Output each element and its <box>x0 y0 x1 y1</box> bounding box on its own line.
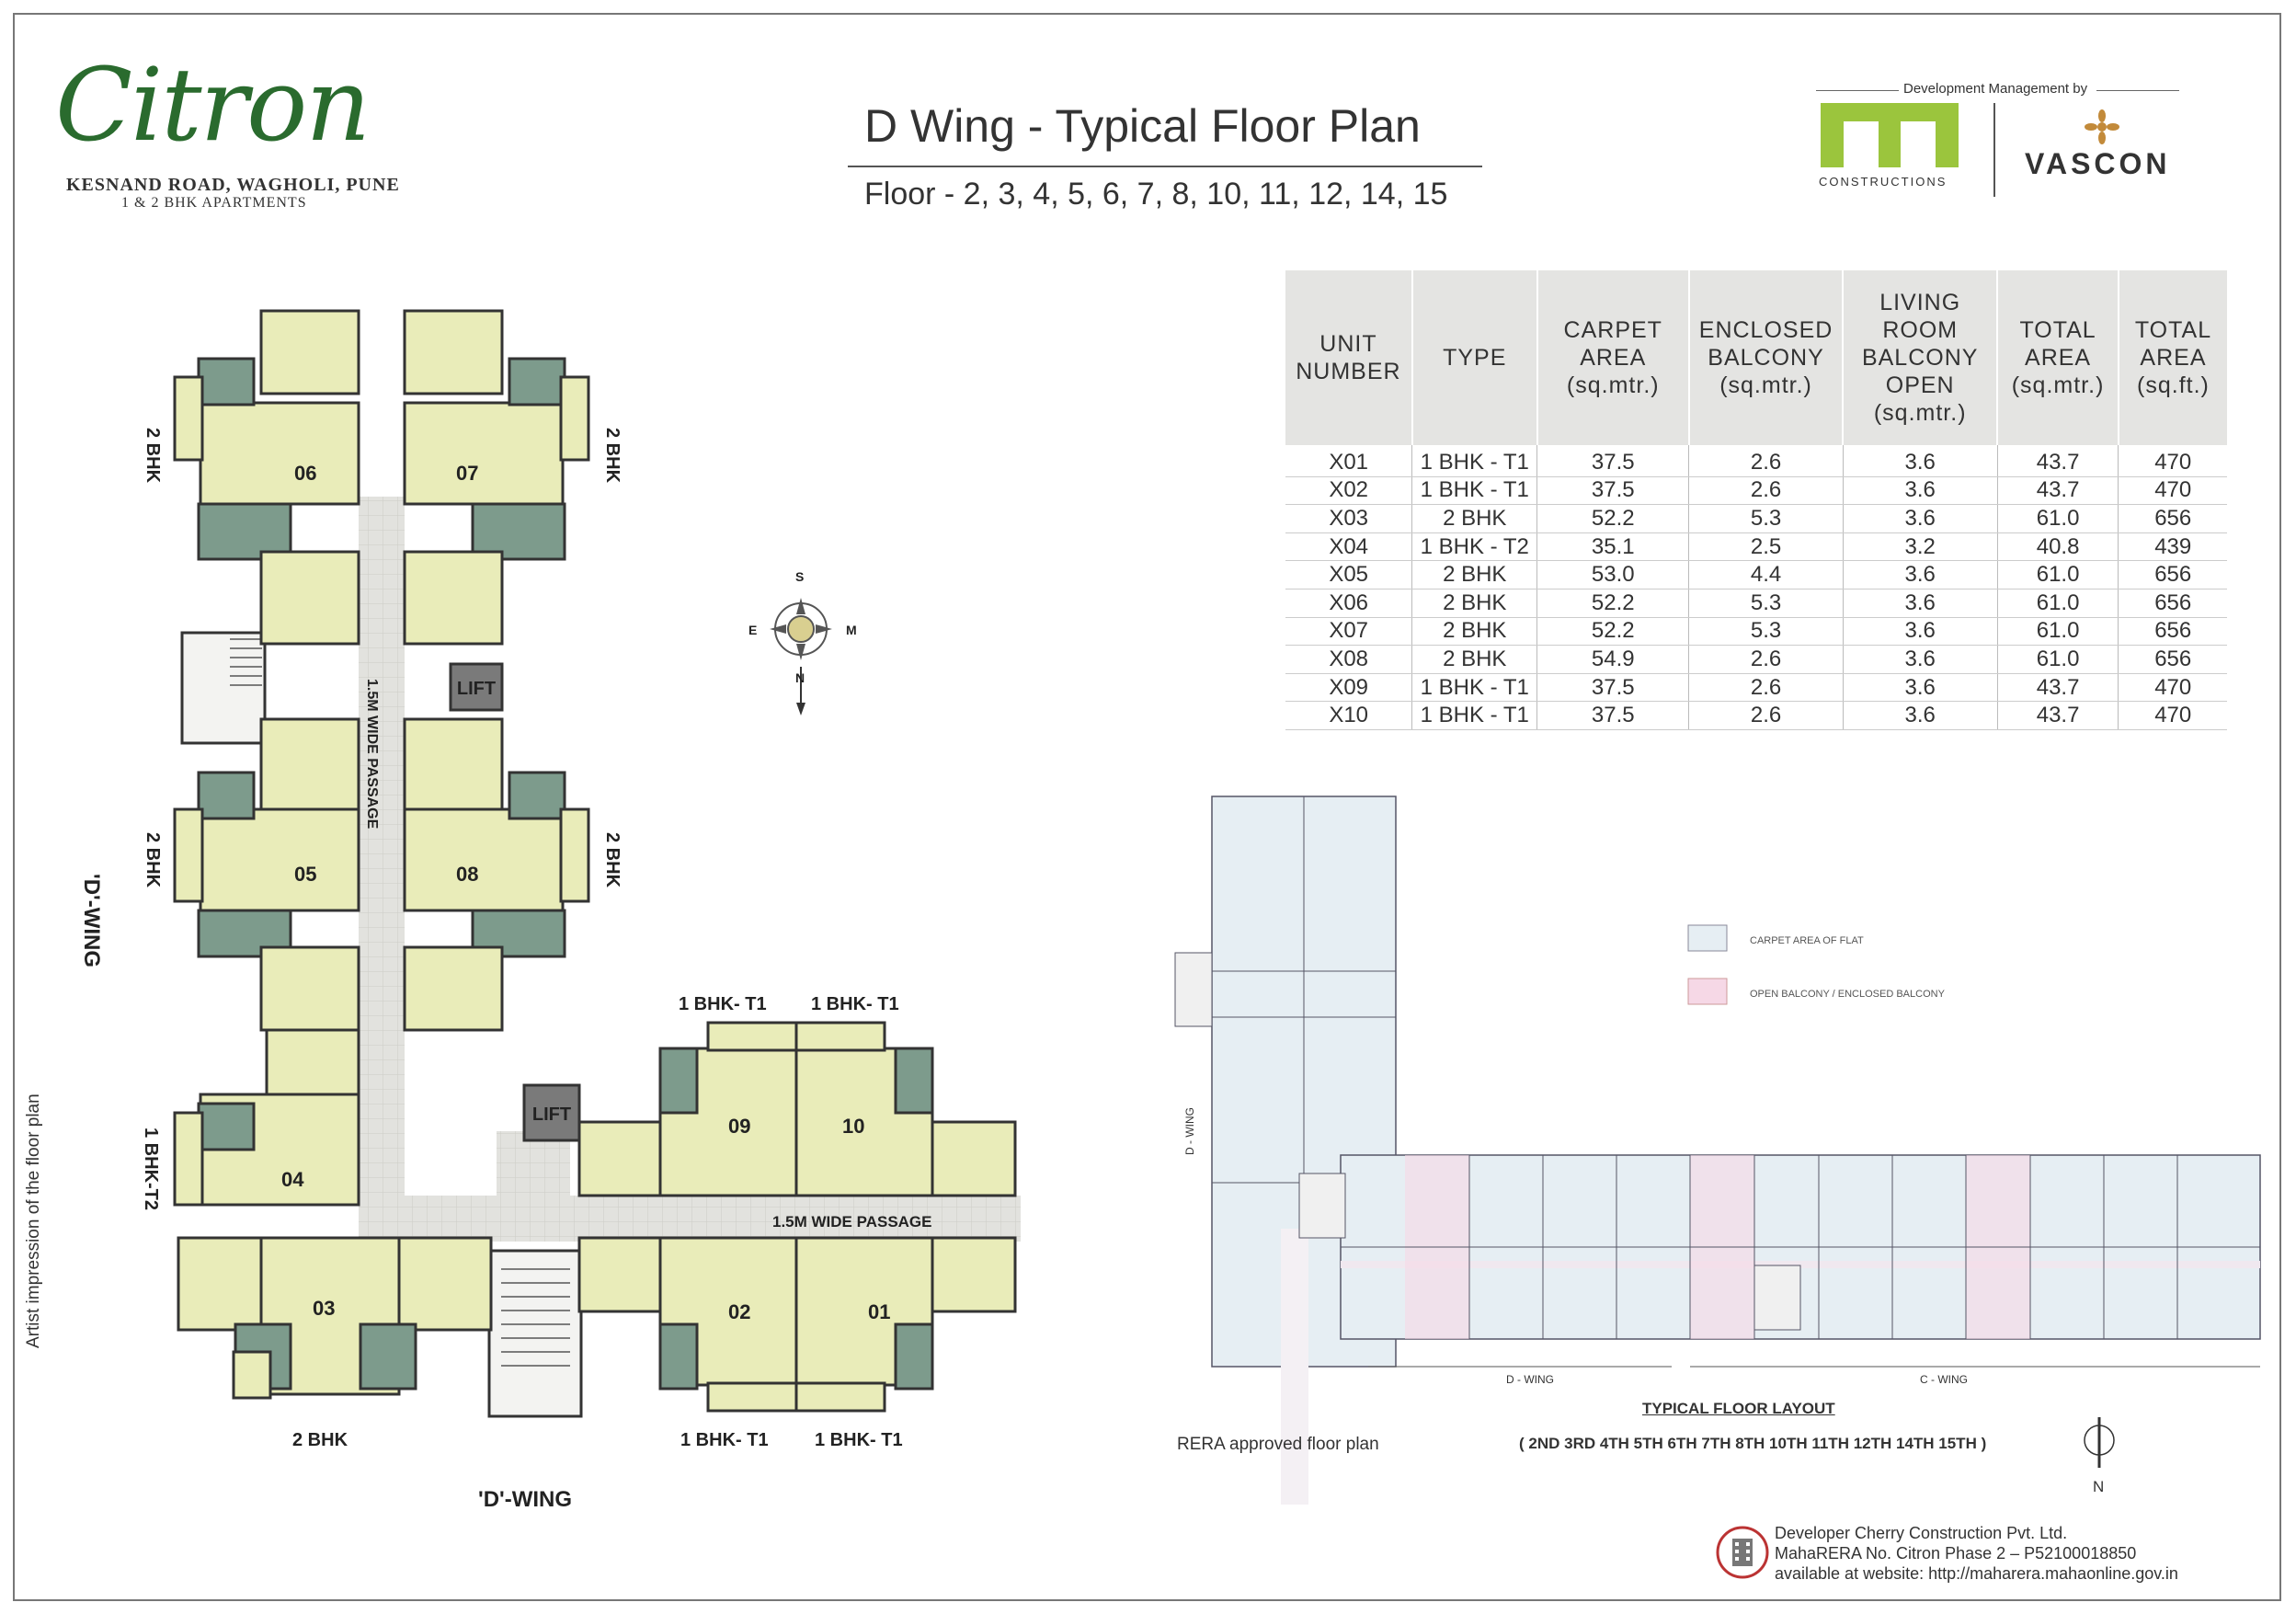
table-cell: 40.8 <box>1997 532 2119 561</box>
table-header-line: (sq.mtr.) <box>2011 372 2105 398</box>
table-header-line: ROOM <box>1882 317 1959 343</box>
type-label-10: 1 BHK- T1 <box>811 994 899 1014</box>
table-cell: 2.6 <box>1689 673 1843 702</box>
dev-mgmt-label: Development Management by <box>1903 81 2088 97</box>
table-header-line: (sq.mtr.) <box>1719 372 1812 398</box>
table-header-line: (sq.mtr.) <box>1873 400 1967 426</box>
footer-website: available at website: http://maharera.mahaonline.gov.in <box>1775 1564 2178 1583</box>
table-cell: 43.7 <box>1997 476 2119 505</box>
table-cell: 1 BHK - T1 <box>1412 445 1537 476</box>
table-header-line: CARPET <box>1563 317 1662 343</box>
type-label-05: 2 BHK <box>143 832 163 888</box>
wing-label-bottom: 'D'-WING <box>478 1487 573 1512</box>
compass-s: S <box>795 569 805 584</box>
table-cell: X08 <box>1285 646 1412 674</box>
table-cell: 37.5 <box>1537 445 1689 476</box>
table-cell: 3.6 <box>1843 561 1997 590</box>
unit-number-03: 03 <box>313 1297 336 1320</box>
compass-e: E <box>748 623 758 637</box>
table-cell: 1 BHK - T1 <box>1412 476 1537 505</box>
table-cell: 3.6 <box>1843 617 1997 646</box>
table-cell: 61.0 <box>1997 646 2119 674</box>
table-cell: 470 <box>2119 445 2227 476</box>
table-header-line: LIVING <box>1879 290 1961 315</box>
table-cell: X02 <box>1285 476 1412 505</box>
footer-developer: Developer Cherry Construction Pvt. Ltd. <box>1775 1524 2068 1542</box>
north-label: N <box>2093 1478 2105 1495</box>
vascon-logo-text: VASCON <box>2025 147 2171 180</box>
table-cell: 3.6 <box>1843 445 1997 476</box>
table-header-line: BALCONY <box>1861 345 1979 371</box>
table-cell: 43.7 <box>1997 673 2119 702</box>
table-cell: 3.6 <box>1843 646 1997 674</box>
logo-wordmark: Citron <box>55 46 370 164</box>
table-cell: 470 <box>2119 476 2227 505</box>
table-cell: 35.1 <box>1537 532 1689 561</box>
table-cell: X03 <box>1285 505 1412 533</box>
table-header-line: TOTAL <box>2019 317 2096 343</box>
table-cell: 2 BHK <box>1412 617 1537 646</box>
table-cell: 3.6 <box>1843 476 1997 505</box>
unit-02 <box>579 1238 796 1411</box>
table-cell: 2.5 <box>1689 532 1843 561</box>
compass-icon <box>770 598 832 715</box>
table-cell: 2 BHK <box>1412 505 1537 533</box>
table-cell: 3.6 <box>1843 702 1997 730</box>
table-cell: 43.7 <box>1997 445 2119 476</box>
staircase-top <box>182 633 265 743</box>
table-cell: 2 BHK <box>1412 561 1537 590</box>
lift-bottom <box>524 1085 579 1140</box>
table-cell: 470 <box>2119 673 2227 702</box>
unit-08 <box>405 719 588 1030</box>
table-cell: 37.5 <box>1537 476 1689 505</box>
table-cell: 656 <box>2119 589 2227 617</box>
table-cell: X10 <box>1285 702 1412 730</box>
c-wing-caption: C - WING <box>1920 1373 1968 1386</box>
table-cell: 2.6 <box>1689 702 1843 730</box>
table-cell: 52.2 <box>1537 505 1689 533</box>
unit-number-10: 10 <box>842 1115 865 1138</box>
d-wing-vertical-caption: D - WING <box>1183 1107 1196 1155</box>
table-header-line: TYPE <box>1443 345 1507 371</box>
type-label-03: 2 BHK <box>292 1430 348 1450</box>
logo-apartments: 1 & 2 BHK APARTMENTS <box>121 195 307 211</box>
unit-09 <box>579 1023 796 1196</box>
rera-label: RERA approved floor plan <box>1177 1435 1379 1454</box>
table-cell: 3.6 <box>1843 589 1997 617</box>
table-cell: 656 <box>2119 561 2227 590</box>
table-cell: 52.2 <box>1537 589 1689 617</box>
table-cell: 1 BHK - T1 <box>1412 673 1537 702</box>
table-header-line: (sq.mtr.) <box>1566 372 1660 398</box>
type-label-01: 1 BHK- T1 <box>815 1430 903 1450</box>
table-header-line: (sq.ft.) <box>2137 372 2210 398</box>
table-cell: 52.2 <box>1537 617 1689 646</box>
table-cell: X06 <box>1285 589 1412 617</box>
unit-04 <box>175 1030 359 1205</box>
table-cell: 1 BHK - T1 <box>1412 702 1537 730</box>
table-cell: 3.2 <box>1843 532 1997 561</box>
page-title: D Wing - Typical Floor Plan <box>864 100 1421 152</box>
table-header-line: AREA <box>2025 345 2092 371</box>
maharera-logo <box>1716 1522 1769 1583</box>
footer-rera-number: MahaRERA No. Citron Phase 2 – P52100018850 <box>1775 1544 2137 1562</box>
table-cell: 2.6 <box>1689 646 1843 674</box>
compass-n: N <box>795 670 805 685</box>
artist-impression-note: Artist impression of the floor plan <box>24 1093 43 1348</box>
table-cell: X01 <box>1285 445 1412 476</box>
unit-01 <box>796 1238 1015 1411</box>
unit-06 <box>175 311 359 644</box>
table-cell: 53.0 <box>1537 561 1689 590</box>
table-cell: 439 <box>2119 532 2227 561</box>
table-cell: 2 BHK <box>1412 589 1537 617</box>
table-cell: 4.4 <box>1689 561 1843 590</box>
unit-05 <box>175 719 359 1030</box>
table-cell: 61.0 <box>1997 617 2119 646</box>
footer-info <box>1775 1523 2178 1584</box>
lift-label: LIFT <box>531 1105 572 1125</box>
table-header-line: UNIT <box>1319 331 1377 357</box>
table-cell: 3.6 <box>1843 505 1997 533</box>
unit-number-07: 07 <box>456 462 479 485</box>
table-cell: 61.0 <box>1997 505 2119 533</box>
table-header-line: NUMBER <box>1296 359 1401 384</box>
table-header-line: AREA <box>2140 345 2207 371</box>
table-cell: 2.6 <box>1689 445 1843 476</box>
m-constructions-label: CONSTRUCTIONS <box>1819 175 1948 189</box>
logo-address: KESNAND ROAD, WAGHOLI, PUNE <box>66 175 400 195</box>
table-cell: 656 <box>2119 505 2227 533</box>
type-label-02: 1 BHK- T1 <box>680 1430 769 1450</box>
table-header-line: ENCLOSED <box>1698 317 1833 343</box>
table-cell: X09 <box>1285 673 1412 702</box>
table-cell: 37.5 <box>1537 673 1689 702</box>
table-cell: 5.3 <box>1689 505 1843 533</box>
typical-floor-layout-floors: ( 2ND 3RD 4TH 5TH 6TH 7TH 8TH 10TH 11TH 12TH 14TH 15TH ) <box>1519 1435 1987 1452</box>
compass-m: M <box>846 623 857 637</box>
unit-number-01: 01 <box>868 1300 891 1323</box>
table-header-line: TOTAL <box>2134 317 2212 343</box>
unit-number-04: 04 <box>281 1168 304 1191</box>
unit-number-09: 09 <box>728 1115 751 1138</box>
north-arrow-icon <box>2085 1417 2114 1468</box>
type-label-04: 1 BHK-T2 <box>141 1128 161 1211</box>
page-subtitle: Floor - 2, 3, 4, 5, 6, 7, 8, 10, 11, 12, 14, 15 <box>864 177 1448 212</box>
unit-number-08: 08 <box>456 863 479 886</box>
staircase-bottom <box>489 1251 581 1416</box>
lift-top <box>451 664 502 710</box>
table-cell: 43.7 <box>1997 702 2119 730</box>
table-cell: 61.0 <box>1997 589 2119 617</box>
passage-label-horizontal: 1.5M WIDE PASSAGE <box>772 1213 932 1231</box>
unit-number-06: 06 <box>294 462 317 485</box>
unit-number-05: 05 <box>294 863 317 886</box>
table-cell: 656 <box>2119 646 2227 674</box>
unit-10 <box>796 1023 1015 1196</box>
table-cell: 61.0 <box>1997 561 2119 590</box>
legend-balcony: OPEN BALCONY / ENCLOSED BALCONY <box>1750 989 1945 1000</box>
table-cell: 54.9 <box>1537 646 1689 674</box>
table-cell: 2.6 <box>1689 476 1843 505</box>
table-header-line: OPEN <box>1885 372 1955 398</box>
wing-label-vertical: 'D'-WING <box>79 874 104 968</box>
table-cell: 1 BHK - T2 <box>1412 532 1537 561</box>
legend-carpet: CARPET AREA OF FLAT <box>1750 935 1864 946</box>
table-cell: 2 BHK <box>1412 646 1537 674</box>
type-label-08: 2 BHK <box>602 832 623 888</box>
table-cell: 37.5 <box>1537 702 1689 730</box>
typical-floor-layout-title: TYPICAL FLOOR LAYOUT <box>1642 1400 1835 1417</box>
type-label-06: 2 BHK <box>143 428 163 484</box>
unit-07 <box>405 311 588 644</box>
table-cell: X05 <box>1285 561 1412 590</box>
lift-lobby <box>497 1131 570 1242</box>
passage-label-vertical: 1.5M WIDE PASSAGE <box>364 679 380 830</box>
type-label-07: 2 BHK <box>602 428 623 484</box>
table-cell: X04 <box>1285 532 1412 561</box>
d-wing-caption: D - WING <box>1506 1373 1554 1386</box>
table-cell: 656 <box>2119 617 2227 646</box>
lift-label: LIFT <box>456 679 497 699</box>
table-header-line: AREA <box>1580 345 1647 371</box>
table-cell: X07 <box>1285 617 1412 646</box>
table-cell: 5.3 <box>1689 617 1843 646</box>
unit-number-02: 02 <box>728 1300 751 1323</box>
table-cell: 470 <box>2119 702 2227 730</box>
type-label-09: 1 BHK- T1 <box>679 994 767 1014</box>
table-cell: 3.6 <box>1843 673 1997 702</box>
table-cell: 5.3 <box>1689 589 1843 617</box>
table-header-line: BALCONY <box>1708 345 1824 371</box>
